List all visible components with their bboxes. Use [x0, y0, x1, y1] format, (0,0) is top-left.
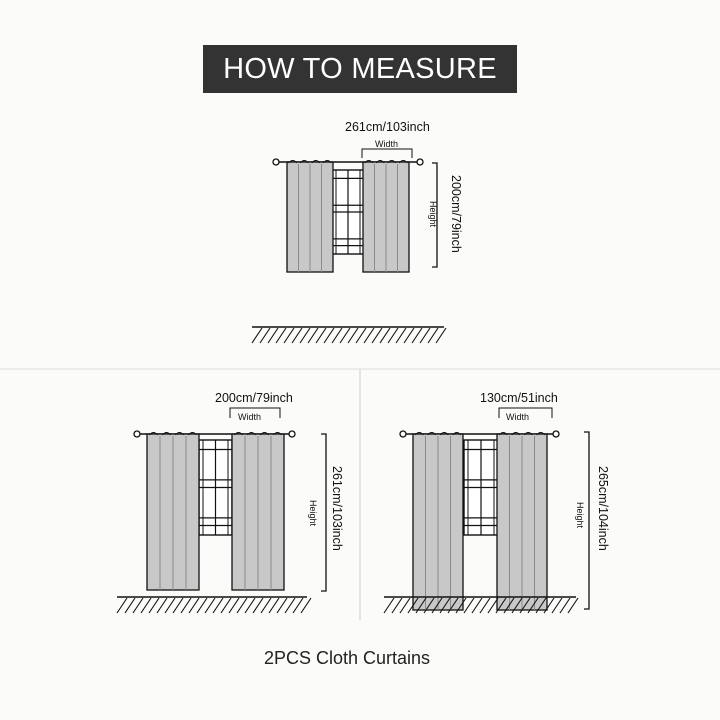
floor-hatch	[436, 328, 446, 343]
height-bracket	[321, 434, 326, 591]
floor-hatch	[400, 598, 410, 613]
floor-hatch	[252, 328, 262, 343]
floor-hatch	[332, 328, 342, 343]
rod-finial	[400, 431, 406, 437]
height-label-top: Height	[428, 201, 438, 228]
product-caption: 2PCS Cloth Curtains	[263, 648, 431, 668]
floor-hatch	[125, 598, 135, 613]
width-bracket	[362, 149, 412, 158]
floor-hatch	[133, 598, 143, 613]
floor-hatch	[261, 598, 271, 613]
floor-hatch-left	[117, 597, 311, 613]
height-label-right: Height	[575, 502, 585, 529]
floor-hatch	[560, 598, 570, 613]
page-title: HOW TO MEASURE	[203, 45, 517, 93]
floor-hatch	[229, 598, 239, 613]
rod-finial	[134, 431, 140, 437]
floor-hatch	[300, 328, 310, 343]
floor-hatch	[276, 328, 286, 343]
floor-hatch	[165, 598, 175, 613]
width-label-right: Width	[506, 412, 530, 422]
floor-hatch	[568, 598, 578, 613]
floor-hatch	[181, 598, 191, 613]
curtain-diagram-top	[273, 149, 437, 272]
floor-hatch	[245, 598, 255, 613]
curtain-diagram-left	[134, 408, 326, 591]
floor-hatch	[392, 598, 402, 613]
floor-hatch	[348, 328, 358, 343]
floor-hatch	[552, 598, 562, 613]
floor-hatch	[141, 598, 151, 613]
floor-hatch	[213, 598, 223, 613]
rod-finial	[289, 431, 295, 437]
floor-hatch	[324, 328, 334, 343]
floor-hatch	[221, 598, 231, 613]
floor-hatch	[237, 598, 247, 613]
floor-hatch	[340, 328, 350, 343]
floor-hatch	[149, 598, 159, 613]
floor-hatch	[205, 598, 215, 613]
floor-hatch	[364, 328, 374, 343]
floor-hatch	[396, 328, 406, 343]
floor-hatch	[356, 328, 366, 343]
floor-hatch	[197, 598, 207, 613]
rod-finial	[553, 431, 559, 437]
floor-hatch	[253, 598, 263, 613]
floor-hatch	[404, 328, 414, 343]
floor-hatch	[284, 328, 294, 343]
floor-hatch	[157, 598, 167, 613]
floor-hatch	[464, 598, 474, 613]
height-value-right: 265cm/104inch	[596, 466, 610, 551]
floor-hatch	[269, 598, 279, 613]
width-value-top: 261cm/103inch	[345, 120, 430, 134]
height-value-left: 261cm/103inch	[330, 466, 344, 551]
floor-hatch	[285, 598, 295, 613]
floor-hatch	[260, 328, 270, 343]
height-label-left: Height	[308, 500, 318, 527]
rod-finial	[417, 159, 423, 165]
floor-hatch	[388, 328, 398, 343]
floor-hatch	[301, 598, 311, 613]
floor-hatch	[117, 598, 127, 613]
rod-finial	[273, 159, 279, 165]
floor-hatch	[472, 598, 482, 613]
height-value-top: 200cm/79inch	[449, 175, 463, 253]
floor-hatch	[277, 598, 287, 613]
floor-hatch	[173, 598, 183, 613]
curtain-diagram-right	[400, 408, 589, 610]
floor-hatch	[189, 598, 199, 613]
floor-hatch	[316, 328, 326, 343]
floor-hatch	[428, 328, 438, 343]
floor-hatch	[480, 598, 490, 613]
width-value-right: 130cm/51inch	[480, 391, 558, 405]
floor-hatch	[372, 328, 382, 343]
width-label-left: Width	[238, 412, 262, 422]
floor-hatch	[292, 328, 302, 343]
width-value-left: 200cm/79inch	[215, 391, 293, 405]
floor-hatch	[293, 598, 303, 613]
floor-hatch	[420, 328, 430, 343]
floor-hatch	[380, 328, 390, 343]
floor-hatch	[268, 328, 278, 343]
floor-hatch	[384, 598, 394, 613]
floor-hatch-top	[252, 327, 446, 343]
floor-hatch	[308, 328, 318, 343]
width-label-top: Width	[375, 139, 399, 149]
floor-hatch	[412, 328, 422, 343]
